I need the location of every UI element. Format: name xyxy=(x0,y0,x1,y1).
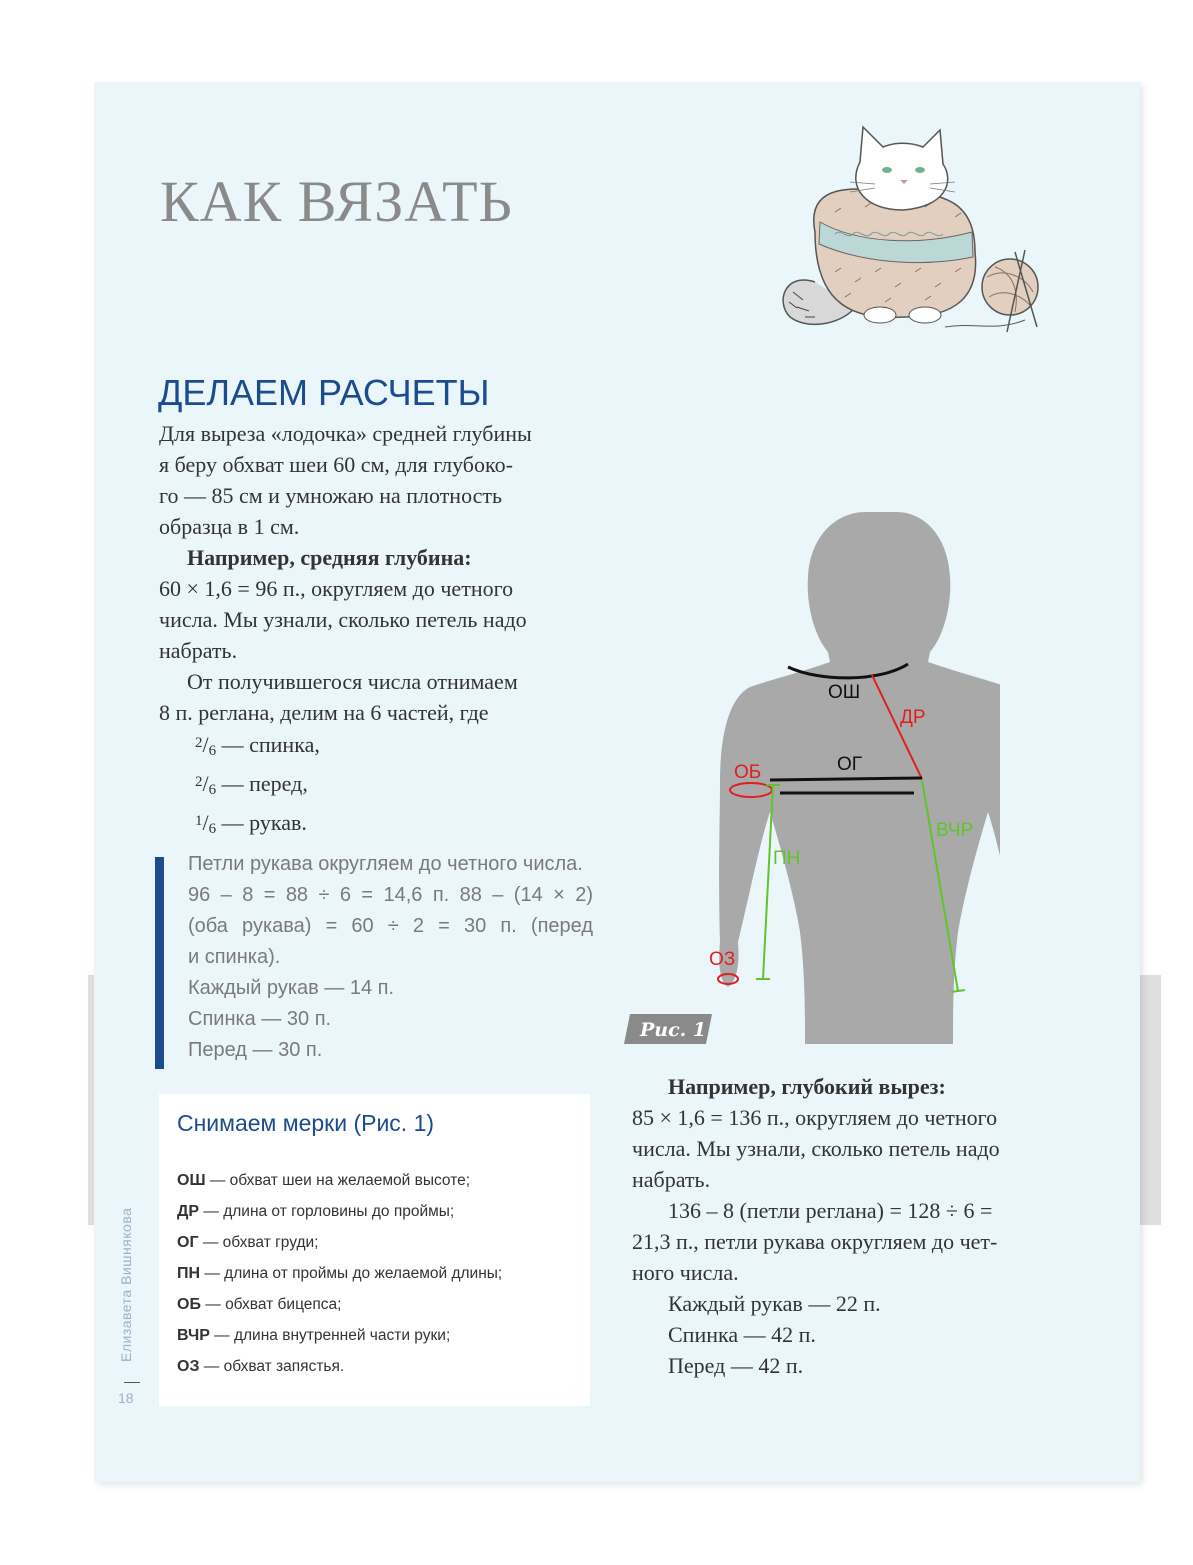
measure-item: ВЧР — длина внутренней части руки; xyxy=(177,1327,451,1344)
text-line: образца в 1 см. xyxy=(159,514,300,539)
text-line: 21,3 п., петли рукава округляем до чет- xyxy=(632,1229,998,1254)
text-line: От получившегося числа отнимаем xyxy=(187,669,518,694)
label-oz: ОЗ xyxy=(709,949,736,970)
measure-item: ПН — длина от проймы до желаемой длины; xyxy=(177,1265,503,1282)
section-heading: ДЕЛАЕМ РАСЧЕТЫ xyxy=(158,372,490,413)
footer-divider xyxy=(124,1382,140,1383)
text-line: набрать. xyxy=(159,638,238,663)
label-pn: ПН xyxy=(773,848,801,869)
text-line: 8 п. реглана, делим на 6 частей, где xyxy=(159,700,489,725)
body-measurement-figure xyxy=(620,512,1000,1047)
figure-caption: Рис. 1 xyxy=(640,1019,707,1041)
text-line: набрать. xyxy=(632,1167,711,1192)
label-dr: ДР xyxy=(900,707,926,728)
measure-item: ДР — длина от горловины до проймы; xyxy=(177,1203,455,1220)
measurements-box xyxy=(159,1094,590,1406)
label-vchr: ВЧР xyxy=(936,820,974,841)
note-line: Спинка — 30 п. xyxy=(188,1008,332,1030)
note-line: и спинка). xyxy=(188,946,281,968)
calc-text-left xyxy=(159,418,532,845)
example-heading: Например, глубокий вырез: xyxy=(668,1074,946,1099)
label-og: ОГ xyxy=(837,754,863,775)
note-line: 96 – 8 = 88 ÷ 6 = 14,6 п. 88 – (14 × 2) xyxy=(188,884,593,906)
text-line: Для выреза «лодочка» средней глубины xyxy=(159,421,532,446)
result-line: Каждый рукав — 22 п. xyxy=(668,1291,881,1316)
measure-item: ОБ — обхват бицепса; xyxy=(177,1296,342,1313)
note-line: Каждый рукав — 14 п. xyxy=(188,977,395,999)
label-osh: ОШ xyxy=(828,682,861,703)
result-line: Перед — 42 п. xyxy=(668,1353,804,1378)
text-line: 85 × 1,6 = 136 п., округляем до четного xyxy=(632,1105,998,1130)
measure-item: ОЗ — обхват запястья. xyxy=(177,1358,345,1375)
measure-item: ОГ — обхват груди; xyxy=(177,1234,319,1251)
author-name: Елизавета Вишнякова xyxy=(118,1207,134,1362)
measurements-list xyxy=(177,1165,502,1382)
text-line: го — 85 см и умножаю на плотность xyxy=(159,483,503,508)
example-heading: Например, средняя глубина: xyxy=(187,545,472,570)
calc-text-right xyxy=(632,1071,1000,1381)
fraction-line: $^2$/6 — перед, xyxy=(195,771,308,798)
note-block xyxy=(188,849,593,1066)
chest-line-top xyxy=(770,778,922,780)
label-ob: ОБ xyxy=(734,762,762,783)
page-title: КАК ВЯЗАТЬ xyxy=(160,169,513,234)
note-accent-bar xyxy=(155,857,164,1069)
text-line: числа. Мы узнали, сколько петель надо xyxy=(159,607,527,632)
text-line: 60 × 1,6 = 96 п., округляем до четного xyxy=(159,576,514,601)
note-line: Петли рукава округляем до четного числа. xyxy=(188,853,583,875)
fraction-line: $^1$/6 — рукав. xyxy=(195,810,307,837)
measure-item: ОШ — обхват шеи на желаемой высоте; xyxy=(177,1172,471,1189)
text-line: числа. Мы узнали, сколько петель надо xyxy=(632,1136,1000,1161)
text-line: я беру обхват шеи 60 см, для глубоко- xyxy=(159,452,513,477)
result-line: Спинка — 42 п. xyxy=(668,1322,816,1347)
measurements-title: Снимаем мерки (Рис. 1) xyxy=(177,1110,435,1136)
cat-in-sweater-illustration xyxy=(775,122,1045,342)
fraction-line: $^2$/6 — спинка, xyxy=(195,732,320,759)
text-line: 136 – 8 (петли реглана) = 128 ÷ 6 = xyxy=(668,1198,993,1223)
text-line: ного числа. xyxy=(632,1260,739,1285)
note-line: (оба рукава) = 60 ÷ 2 = 30 п. (перед xyxy=(188,915,593,937)
page-number: 18 xyxy=(118,1390,134,1406)
note-line: Перед — 30 п. xyxy=(188,1039,323,1061)
